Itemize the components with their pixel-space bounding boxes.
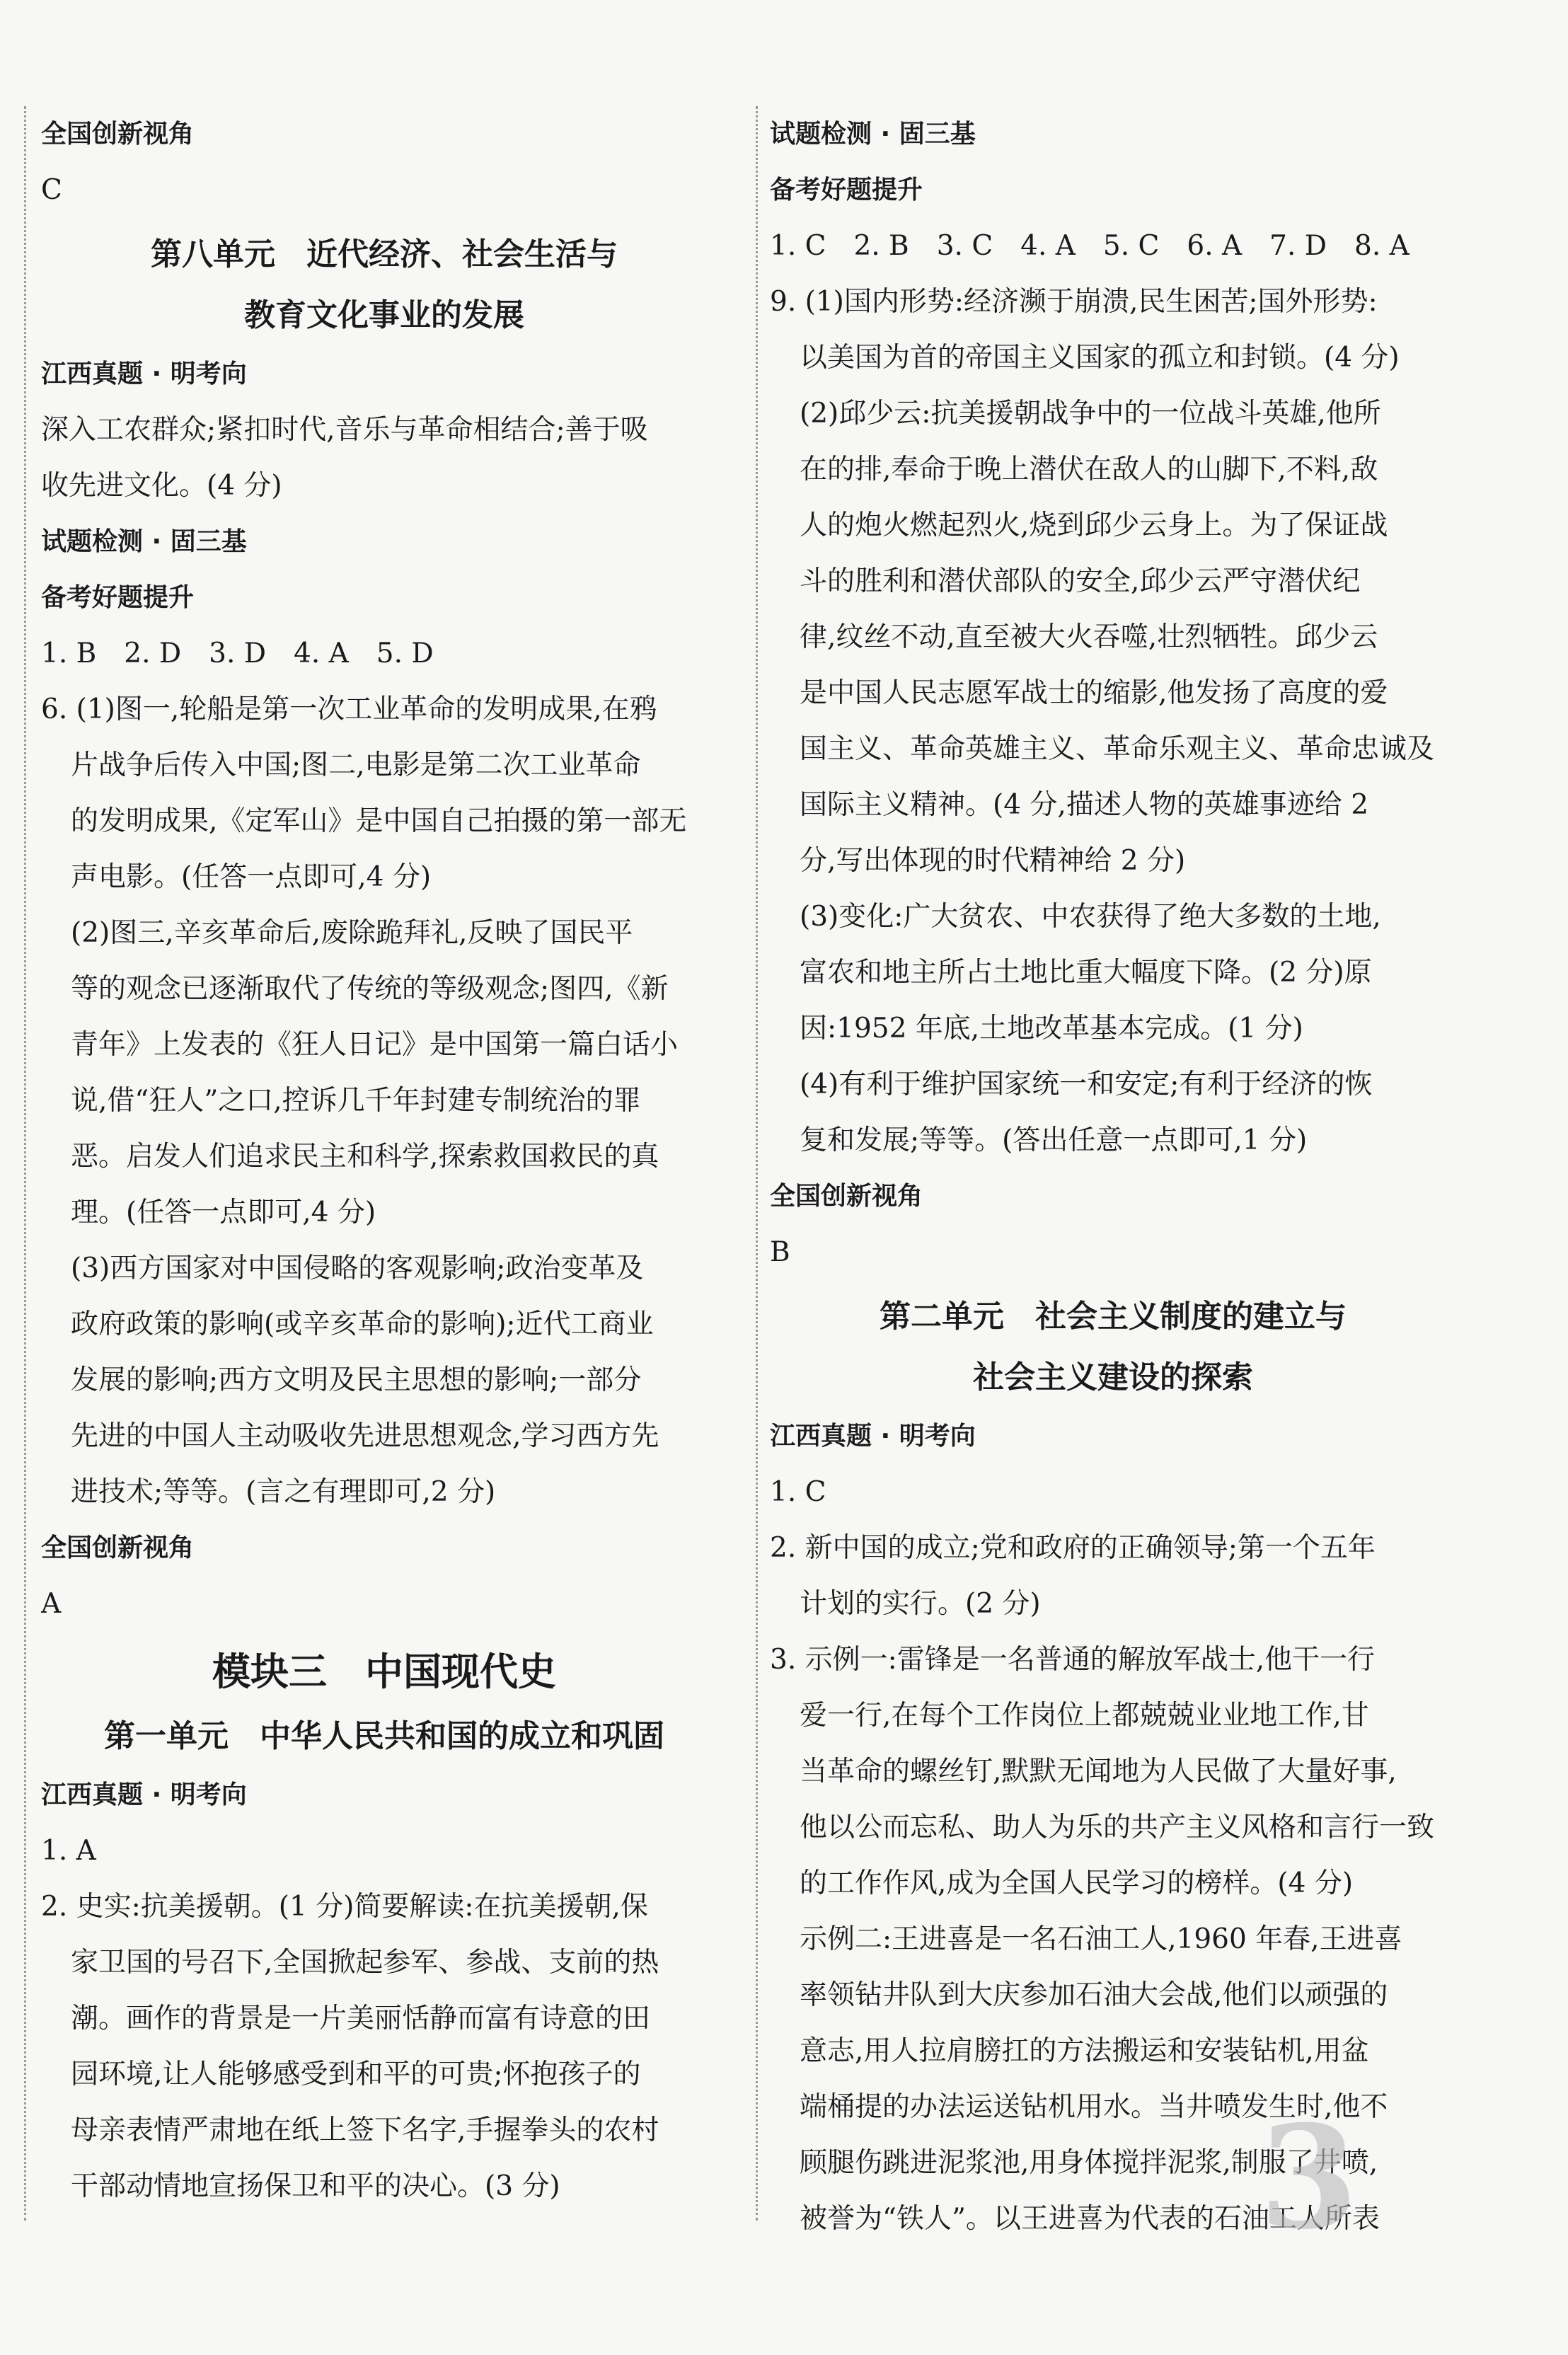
page-number-mark: 3 — [1259, 2095, 1359, 2261]
answer-line-indented: 的工作作风,成为全国人民学习的榜样。(4 分) — [800, 1867, 1354, 1899]
answer-line-indented: 富农和地主所占土地比重大幅度下降。(2 分)原 — [800, 957, 1372, 989]
answer-line: 6. (1)图一,轮船是第一次工业革命的发明成果,在鸦 — [41, 693, 657, 725]
answer-line-indented: 人的炮火燃起烈火,烧到邱少云身上。为了保证战 — [800, 509, 1388, 541]
answer-line-indented: 计划的实行。(2 分) — [800, 1588, 1041, 1620]
section-label: 试题检测 · 固三基 — [41, 527, 247, 556]
unit-heading: 第八单元 近代经济、社会生活与 — [151, 236, 618, 272]
answer-line-indented: 国际主义精神。(4 分,描述人物的英雄事迹给 2 — [800, 789, 1369, 821]
answer-line-indented: 发展的影响;西方文明及民主思想的影响;一部分 — [71, 1364, 642, 1396]
answer-line: A — [41, 1588, 62, 1620]
answer-line-indented: 顾腿伤跳进泥浆池,用身体搅拌泥浆,制服了井喷, — [800, 2147, 1378, 2179]
answer-line-indented: 片战争后传入中国;图二,电影是第二次工业革命 — [71, 749, 641, 781]
module-heading: 模块三 中国现代史 — [212, 1649, 556, 1694]
answer-line-indented: 是中国人民志愿军战士的缩影,他发扬了高度的爱 — [800, 677, 1388, 709]
answer-line-indented: 端桶提的办法运送钻机用水。当井喷发生时,他不 — [800, 2091, 1388, 2123]
section-label: 江西真题 · 明考向 — [41, 359, 247, 388]
answer-line-indented: 意志,用人拉肩膀扛的方法搬运和安装钻机,用盆 — [800, 2035, 1369, 2067]
section-label: 备考好题提升 — [770, 175, 923, 205]
unit-heading: 第一单元 中华人民共和国的成立和巩固 — [104, 1718, 664, 1754]
answer-line-indented: 国主义、革命英雄主义、革命乐观主义、革命忠诚及 — [800, 733, 1435, 765]
answer-line-indented: 率领钻井队到大庆参加石油大会战,他们以顽强的 — [800, 1979, 1388, 2011]
answer-line-indented: 进技术;等等。(言之有理即可,2 分) — [71, 1476, 496, 1508]
answer-line-indented: 说,借“狂人”之口,控诉几千年封建专制统治的罪 — [71, 1085, 641, 1117]
answer-line-indented: 当革命的螺丝钉,默默无闻地为人民做了大量好事, — [800, 1756, 1397, 1787]
answer-line-indented: 园环境,让人能够感受到和平的可贵;怀抱孩子的 — [71, 2059, 641, 2090]
answer-line: 2. 新中国的成立;党和政府的正确领导;第一个五年 — [770, 1532, 1376, 1564]
answer-line-indented: 等的观念已逐渐取代了传统的等级观念;图四,《新 — [71, 973, 669, 1005]
answer-line: 深入工农群众;紧扣时代,音乐与革命相结合;善于吸 — [41, 414, 648, 446]
answer-line-indented: 被誉为“铁人”。以王进喜为代表的石油工人所表 — [800, 2203, 1380, 2235]
unit-heading: 教育文化事业的发展 — [244, 297, 524, 333]
answer-line-indented: 干部动情地宣扬保卫和平的决心。(3 分) — [71, 2170, 560, 2202]
answer-line: 1. B 2. D 3. D 4. A 5. D — [41, 638, 434, 669]
answer-line-indented: 恶。启发人们追求民主和科学,探索救国救民的真 — [71, 1141, 659, 1173]
answer-line-indented: 声电影。(任答一点即可,4 分) — [71, 861, 432, 893]
answer-line: C — [41, 174, 62, 206]
answer-line-indented: 斗的胜利和潜伏部队的安全,邱少云严守潜伏纪 — [800, 565, 1361, 597]
answer-line-indented: (2)邱少云:抗美援朝战争中的一位战斗英雄,他所 — [800, 398, 1381, 430]
section-label: 备考好题提升 — [41, 583, 195, 612]
answer-line: 1. C 2. B 3. C 4. A 5. C 6. A 7. D 8. A — [770, 230, 1410, 262]
answer-line: 1. C — [770, 1476, 826, 1508]
answer-line: 9. (1)国内形势:经济濒于崩溃,民生困苦;国外形势: — [770, 286, 1378, 318]
answer-line-indented: 分,写出体现的时代精神给 2 分) — [800, 845, 1186, 877]
answer-line-indented: 律,纹丝不动,直至被大火吞噬,壮烈牺牲。邱少云 — [800, 621, 1378, 653]
answer-line-indented: 的发明成果,《定军山》是中国自己拍摄的第一部无 — [71, 805, 687, 837]
answer-line-indented: (3)西方国家对中国侵略的客观影响;政治变革及 — [71, 1253, 644, 1284]
answer-line-indented: 以美国为首的帝国主义国家的孤立和封锁。(4 分) — [800, 342, 1400, 374]
answer-line-indented: 潮。画作的背景是一片美丽恬静而富有诗意的田 — [71, 2003, 651, 2034]
answer-line: B — [770, 1236, 790, 1268]
section-label: 全国创新视角 — [770, 1182, 923, 1211]
answer-line-indented: 他以公而忘私、助人为乐的共产主义风格和言行一致 — [800, 1812, 1435, 1843]
answer-line: 收先进文化。(4 分) — [41, 470, 282, 502]
section-label: 江西真题 · 明考向 — [770, 1422, 976, 1451]
answer-line-indented: 政府政策的影响(或辛亥革命的影响);近代工商业 — [71, 1308, 654, 1340]
answer-line-indented: 母亲表情严肃地在纸上签下名字,手握拳头的农村 — [71, 2114, 659, 2146]
answer-line-indented: 示例二:王进喜是一名石油工人,1960 年春,王进喜 — [800, 1923, 1402, 1955]
answer-line-indented: 复和发展;等等。(答出任意一点即可,1 分) — [800, 1124, 1308, 1156]
answer-line-indented: 青年》上发表的《狂人日记》是中国第一篇白话小 — [71, 1029, 679, 1061]
answer-line-indented: (3)变化:广大贫农、中农获得了绝大多数的土地, — [800, 901, 1381, 933]
answer-line-indented: 理。(任答一点即可,4 分) — [71, 1197, 376, 1228]
answer-line-indented: (2)图三,辛亥革命后,废除跪拜礼,反映了国民平 — [71, 917, 633, 949]
answer-line-indented: (4)有利于维护国家统一和安定;有利于经济的恢 — [800, 1069, 1373, 1100]
answer-line: 1. A — [41, 1835, 96, 1867]
left-column — [41, 106, 727, 2214]
unit-heading: 社会主义建设的探索 — [973, 1359, 1253, 1395]
section-label: 全国创新视角 — [41, 120, 195, 149]
right-column-rule — [756, 106, 758, 2221]
section-label: 全国创新视角 — [41, 1533, 195, 1562]
answer-line: 2. 史实:抗美援朝。(1 分)简要解读:在抗美援朝,保 — [41, 1891, 648, 1923]
right-column — [770, 106, 1456, 2247]
answer-line-indented: 因:1952 年底,土地改革基本完成。(1 分) — [800, 1013, 1303, 1044]
section-label: 江西真题 · 明考向 — [41, 1780, 247, 1809]
section-label: 试题检测 · 固三基 — [770, 120, 976, 149]
answer-line: 3. 示例一:雷锋是一名普通的解放军战士,他干一行 — [770, 1644, 1376, 1676]
answer-line-indented: 先进的中国人主动吸收先进思想观念,学习西方先 — [71, 1420, 659, 1452]
unit-heading: 第二单元 社会主义制度的建立与 — [880, 1299, 1347, 1335]
answer-line-indented: 在的排,奉命于晚上潜伏在敌人的山脚下,不料,敌 — [800, 454, 1378, 485]
left-column-rule — [24, 106, 26, 2221]
answer-line-indented: 家卫国的号召下,全国掀起参军、参战、支前的热 — [71, 1947, 659, 1979]
answer-line-indented: 爱一行,在每个工作岗位上都兢兢业业地工作,甘 — [800, 1700, 1369, 1732]
